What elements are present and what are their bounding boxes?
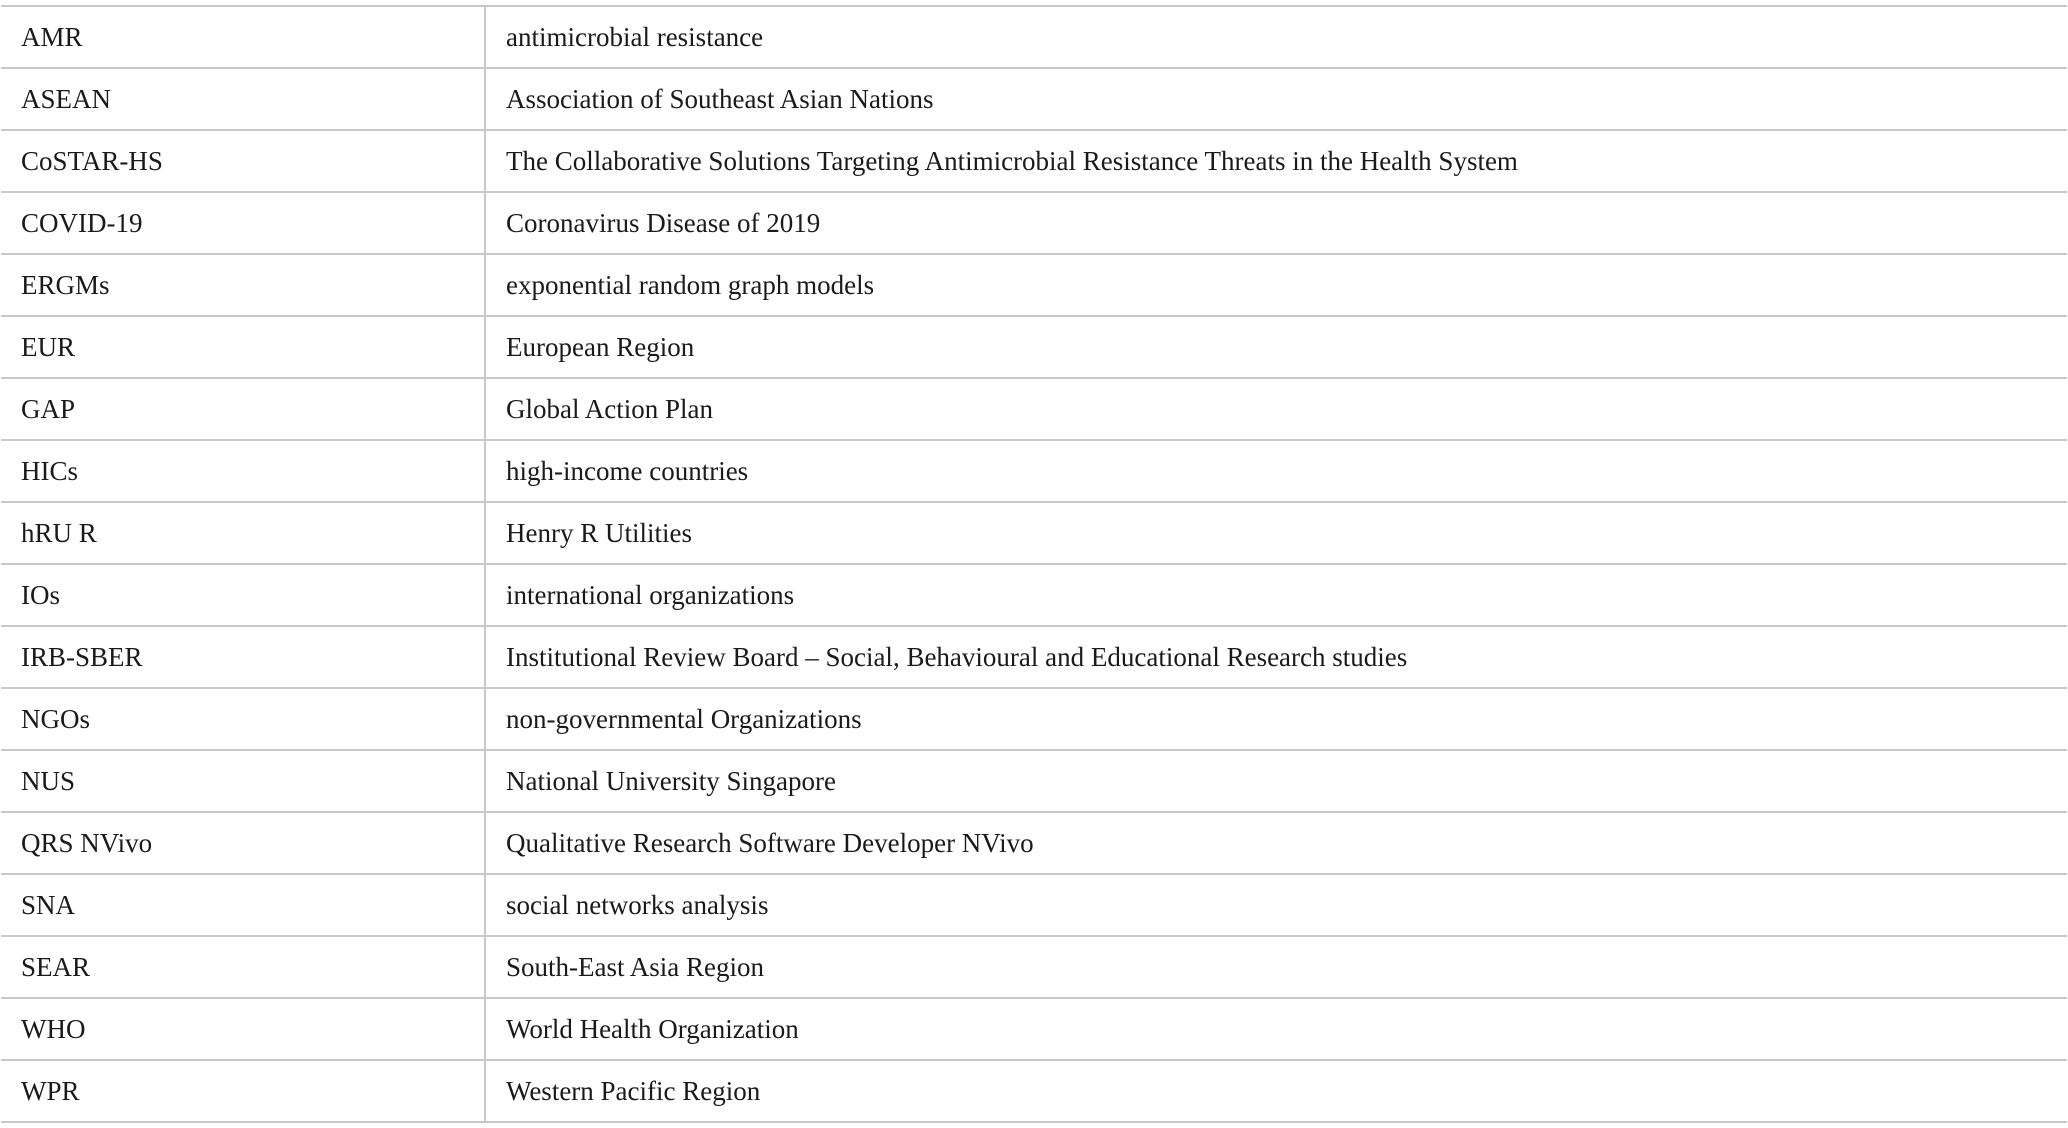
definition-cell: Western Pacific Region [485, 1060, 2067, 1122]
abbreviation-cell: SNA [1, 874, 485, 936]
abbreviation-cell: ASEAN [1, 68, 485, 130]
table-row [1, 812, 2067, 874]
abbreviation-cell: AMR [1, 6, 485, 68]
table-row [1, 874, 2067, 936]
table-row [1, 192, 2067, 254]
abbreviation-cell: QRS NVivo [1, 812, 485, 874]
table-row [1, 936, 2067, 998]
abbreviation-cell: IRB-SBER [1, 626, 485, 688]
definition-cell: exponential random graph models [485, 254, 2067, 316]
definition-cell: Association of Southeast Asian Nations [485, 68, 2067, 130]
abbreviation-cell: NGOs [1, 688, 485, 750]
abbreviation-cell: GAP [1, 378, 485, 440]
table-row [1, 564, 2067, 626]
definition-cell: Institutional Review Board – Social, Behavioural and Educational Research studies [485, 626, 2067, 688]
abbreviation-cell: ERGMs [1, 254, 485, 316]
abbreviation-cell: WPR [1, 1060, 485, 1122]
abbreviation-cell: WHO [1, 998, 485, 1060]
table-row [1, 6, 2067, 68]
table-row [1, 68, 2067, 130]
definition-cell: Henry R Utilities [485, 502, 2067, 564]
abbreviations-table-body [1, 6, 2067, 1122]
definition-cell: non-governmental Organizations [485, 688, 2067, 750]
table-row [1, 1060, 2067, 1122]
table-row [1, 998, 2067, 1060]
definition-cell: Global Action Plan [485, 378, 2067, 440]
table-row [1, 750, 2067, 812]
definition-cell: European Region [485, 316, 2067, 378]
definition-cell: social networks analysis [485, 874, 2067, 936]
table-row [1, 688, 2067, 750]
abbreviation-cell: hRU R [1, 502, 485, 564]
abbreviations-table [1, 5, 2067, 1123]
definition-cell: antimicrobial resistance [485, 6, 2067, 68]
definition-cell: Qualitative Research Software Developer NVivo [485, 812, 2067, 874]
abbreviation-cell: IOs [1, 564, 485, 626]
abbreviation-cell: SEAR [1, 936, 485, 998]
abbreviation-cell: COVID-19 [1, 192, 485, 254]
table-row [1, 440, 2067, 502]
definition-cell: international organizations [485, 564, 2067, 626]
table-row [1, 254, 2067, 316]
abbreviation-cell: HICs [1, 440, 485, 502]
definition-cell: Coronavirus Disease of 2019 [485, 192, 2067, 254]
abbreviation-cell: CoSTAR-HS [1, 130, 485, 192]
abbreviation-cell: EUR [1, 316, 485, 378]
abbreviation-cell: NUS [1, 750, 485, 812]
table-row [1, 626, 2067, 688]
definition-cell: The Collaborative Solutions Targeting Antimicrobial Resistance Threats in the Health System [485, 130, 2067, 192]
table-row [1, 316, 2067, 378]
definition-cell: high-income countries [485, 440, 2067, 502]
definition-cell: National University Singapore [485, 750, 2067, 812]
table-row [1, 502, 2067, 564]
definition-cell: World Health Organization [485, 998, 2067, 1060]
table-row [1, 130, 2067, 192]
definition-cell: South-East Asia Region [485, 936, 2067, 998]
table-row [1, 378, 2067, 440]
